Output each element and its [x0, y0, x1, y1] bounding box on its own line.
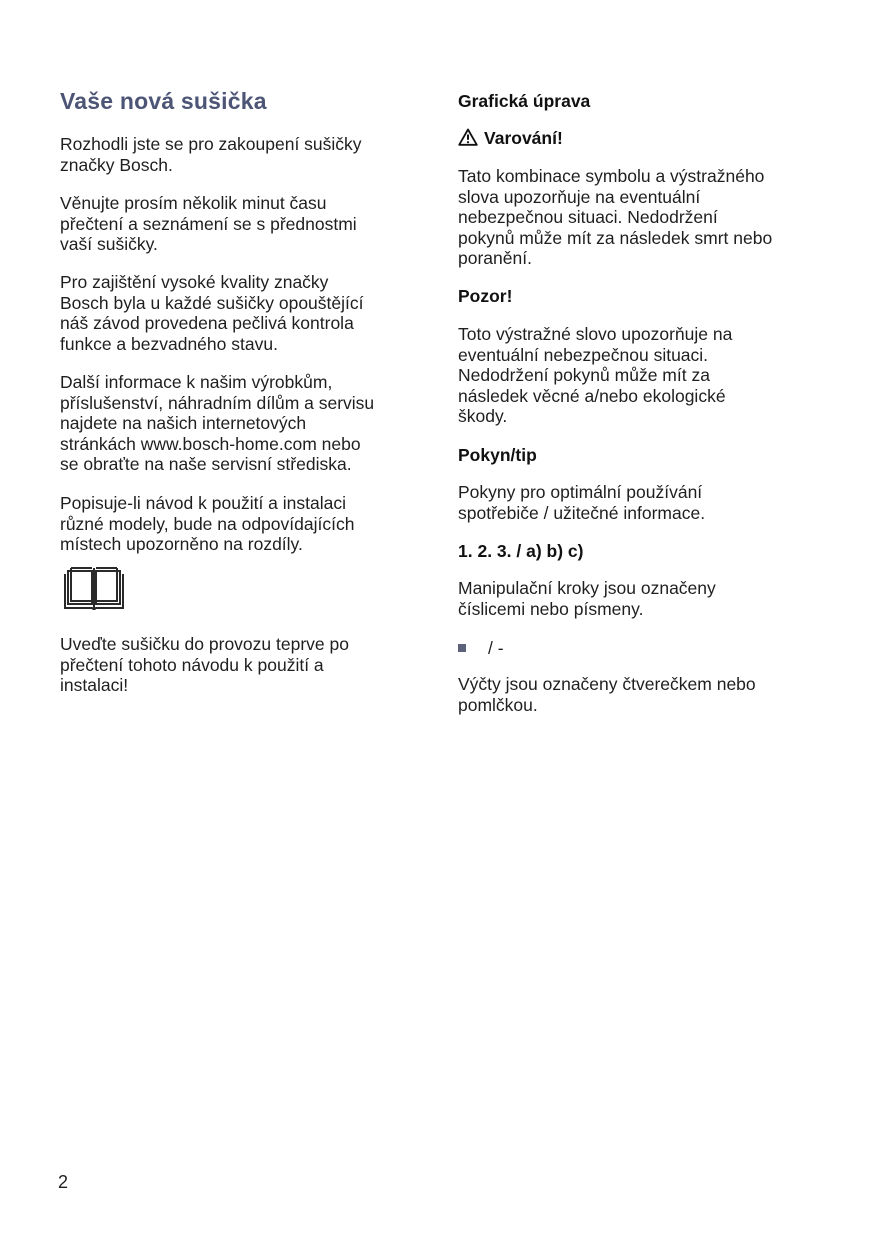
warning-text: Tato kombinace symbolu a výstražného slova upozorňuje na eventuální nebezpečnou situaci. Nedodržení pokynů může mít za následek smrt nebo poranění.	[458, 166, 773, 268]
caution-heading: Pozor!	[458, 286, 513, 306]
warning-heading	[458, 128, 563, 150]
intro-paragraph-2: Věnujte prosím několik minut času přečtení a seznámení se s přednostmi vaší sušičky.	[60, 193, 357, 254]
caution-text: Toto výstražné slovo upozorňuje na eventuální nebezpečnou situaci. Nedodržení pokynů může mít za následek věcné a/nebo ekologické škody.	[458, 324, 733, 426]
steps-text: Manipulační kroky jsou označeny číslicemi nebo písmeny.	[458, 578, 716, 619]
tip-heading: Pokyn/tip	[458, 445, 537, 465]
bullet-text: Výčty jsou označeny čtverečkem nebo pomlčkou.	[458, 674, 756, 715]
bullet-square-icon	[458, 644, 466, 652]
intro-paragraph-1: Rozhodli jste se pro zakoupení sušičky značky Bosch.	[60, 134, 362, 175]
warning-heading-label: Varování!	[484, 128, 563, 148]
intro-paragraph-5: Popisuje-li návod k použití a instalaci různé modely, bude na odpovídajících místech upozorněno na rozdíly.	[60, 493, 355, 554]
page-number: 2	[58, 1172, 69, 1192]
intro-paragraph-3: Pro zajištění vysoké kvality značky Bosch byla u každé sušičky opouštějící náš závod provedena pečlivá kontrola funkce a bezvadného stavu.	[60, 272, 364, 354]
intro-paragraph-4: Další informace k našim výrobkům, příslušenství, náhradním dílům a servisu najdete na našich internetových stránkách www.bosch-home.com nebo se obraťte na naše servisní střediska.	[60, 372, 375, 474]
warning-triangle-icon	[458, 128, 478, 150]
bullet-example	[458, 638, 504, 658]
page-title: Vaše nová sušička	[60, 88, 267, 114]
open-book-icon	[63, 566, 125, 617]
tip-text: Pokyny pro optimální používání spotřebiče / užitečné informace.	[458, 482, 706, 523]
steps-heading: 1. 2. 3. / a) b) c)	[458, 541, 584, 561]
closing-paragraph: Uveďte sušičku do provozu teprve po přečtení tohoto návodu k použití a instalaci!	[60, 634, 349, 695]
bullet-label: / -	[488, 638, 504, 658]
graphic-heading: Grafická úprava	[458, 91, 591, 111]
